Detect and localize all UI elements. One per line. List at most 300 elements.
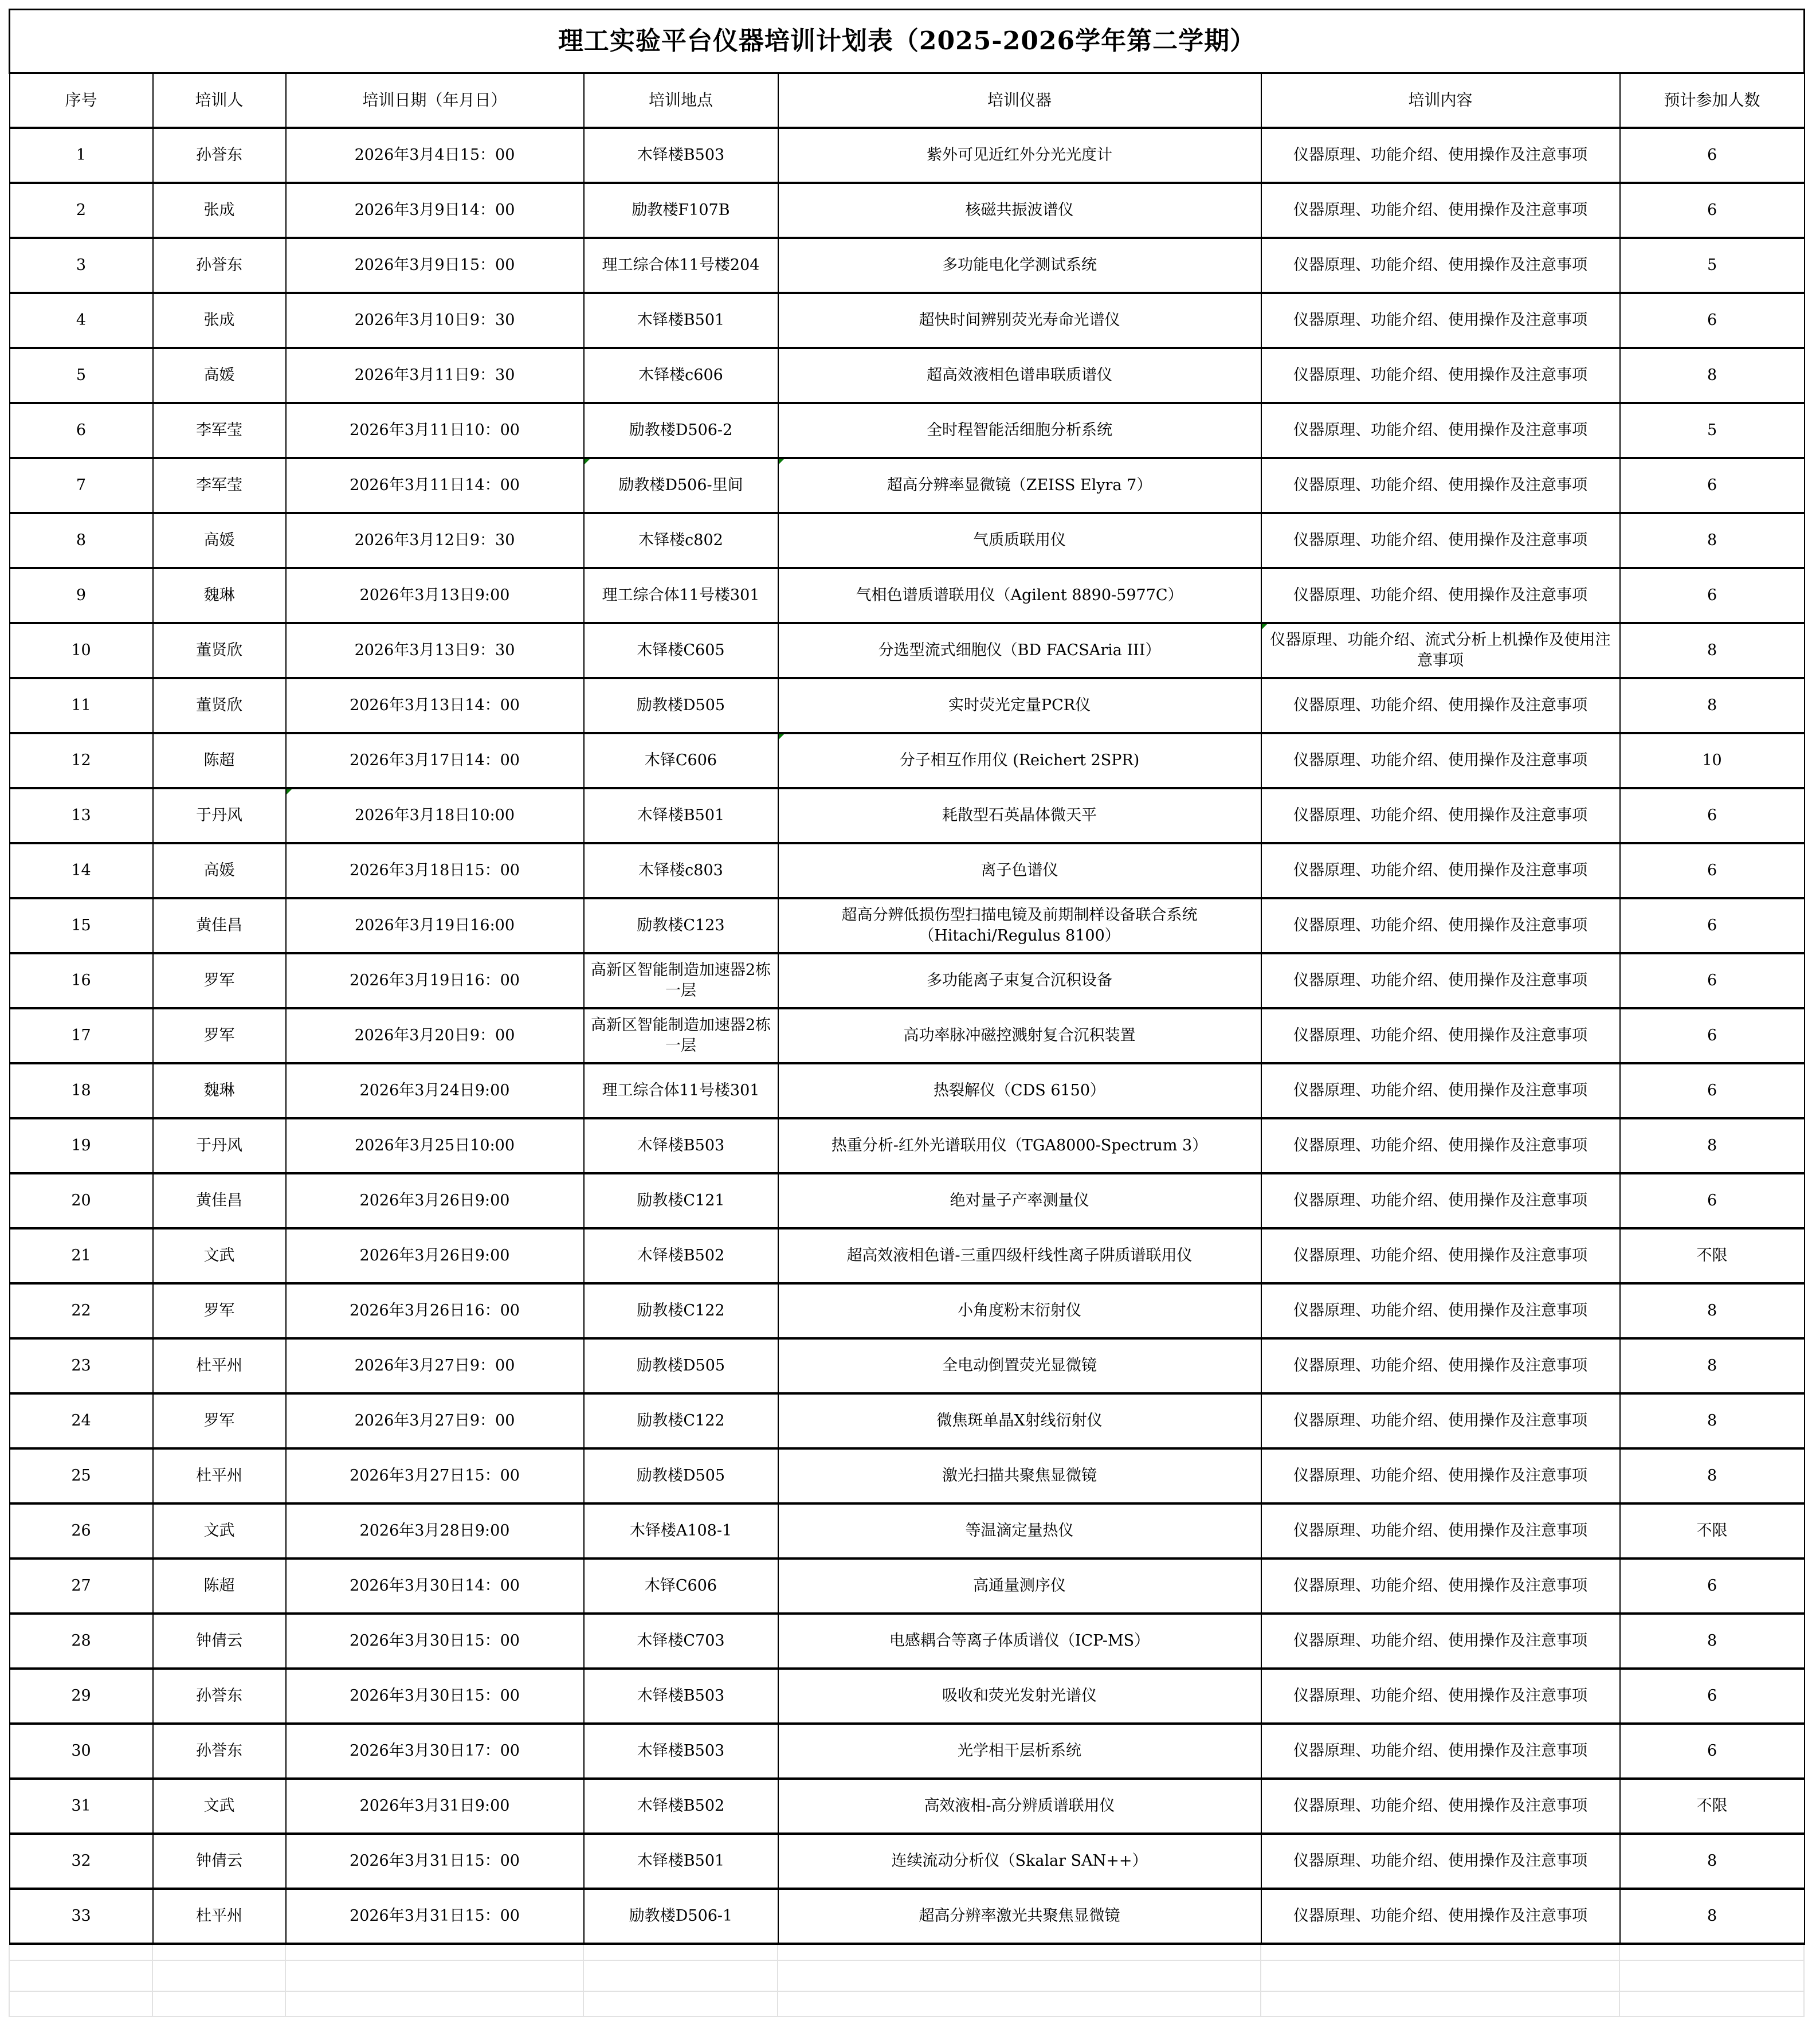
empty-cell[interactable] bbox=[1261, 1960, 1619, 1991]
cell-trainer[interactable]: 黄佳昌 bbox=[153, 898, 286, 953]
cell-date[interactable]: 2026年3月20日9：00 bbox=[286, 1008, 584, 1063]
cell-trainer[interactable]: 文武 bbox=[153, 1228, 286, 1283]
cell-count[interactable]: 8 bbox=[1620, 348, 1805, 403]
cell-instrument[interactable]: 超快时间辨别荧光寿命光谱仪 bbox=[778, 293, 1261, 348]
cell-location[interactable]: 高新区智能制造加速器2栋一层 bbox=[584, 953, 778, 1008]
cell-trainer[interactable]: 罗军 bbox=[153, 1008, 286, 1063]
cell-location[interactable]: 木铎楼C605 bbox=[584, 623, 778, 678]
cell-instrument[interactable]: 绝对量子产率测量仪 bbox=[778, 1173, 1261, 1228]
cell-date[interactable]: 2026年3月13日9：30 bbox=[286, 623, 584, 678]
cell-no[interactable]: 16 bbox=[10, 953, 153, 1008]
cell-count[interactable]: 8 bbox=[1620, 1448, 1805, 1503]
cell-trainer[interactable]: 董贤欣 bbox=[153, 678, 286, 733]
cell-content[interactable]: 仪器原理、功能介绍、使用操作及注意事项 bbox=[1261, 1228, 1620, 1283]
cell-trainer[interactable]: 魏琳 bbox=[153, 568, 286, 623]
cell-date[interactable]: 2026年3月27日9：00 bbox=[286, 1393, 584, 1448]
cell-instrument[interactable]: 紫外可见近红外分光光度计 bbox=[778, 128, 1261, 183]
empty-cell[interactable] bbox=[9, 1945, 152, 1960]
cell-date[interactable]: 2026年3月9日15：00 bbox=[286, 238, 584, 293]
cell-no[interactable]: 2 bbox=[10, 183, 153, 238]
cell-no[interactable]: 13 bbox=[10, 788, 153, 843]
cell-trainer[interactable]: 魏琳 bbox=[153, 1063, 286, 1118]
cell-no[interactable]: 29 bbox=[10, 1669, 153, 1724]
cell-content[interactable]: 仪器原理、功能介绍、使用操作及注意事项 bbox=[1261, 953, 1620, 1008]
table-row bbox=[10, 843, 1805, 898]
comment-indicator-icon[interactable] bbox=[779, 734, 784, 739]
table-row bbox=[10, 1669, 1805, 1724]
cell-instrument[interactable]: 小角度粉末衍射仪 bbox=[778, 1283, 1261, 1338]
cell-date[interactable]: 2026年3月30日14：00 bbox=[286, 1559, 584, 1614]
cell-count[interactable]: 6 bbox=[1620, 1559, 1805, 1614]
cell-no[interactable]: 6 bbox=[10, 403, 153, 458]
spreadsheet bbox=[9, 9, 1803, 2017]
cell-instrument[interactable]: 耗散型石英晶体微天平 bbox=[778, 788, 1261, 843]
cell-location[interactable]: 木铎楼B501 bbox=[584, 293, 778, 348]
cell-instrument[interactable]: 超高效液相色谱-三重四级杆线性离子阱质谱联用仪 bbox=[778, 1228, 1261, 1283]
cell-count[interactable]: 10 bbox=[1620, 733, 1805, 788]
cell-date[interactable]: 2026年3月30日15：00 bbox=[286, 1614, 584, 1669]
cell-count[interactable]: 6 bbox=[1620, 1669, 1805, 1724]
table-row bbox=[10, 1889, 1805, 1944]
table-row bbox=[10, 733, 1805, 788]
cell-count[interactable]: 不限 bbox=[1620, 1503, 1805, 1559]
cell-trainer[interactable]: 黄佳昌 bbox=[153, 1173, 286, 1228]
cell-count[interactable]: 8 bbox=[1620, 1338, 1805, 1393]
cell-count[interactable]: 6 bbox=[1620, 293, 1805, 348]
table-row bbox=[10, 403, 1805, 458]
table-row bbox=[10, 1173, 1805, 1228]
cell-trainer[interactable]: 张成 bbox=[153, 183, 286, 238]
table-row bbox=[10, 1779, 1805, 1834]
cell-count[interactable]: 8 bbox=[1620, 1834, 1805, 1889]
cell-no[interactable]: 11 bbox=[10, 678, 153, 733]
cell-location[interactable]: 励教楼C122 bbox=[584, 1393, 778, 1448]
cell-instrument[interactable]: 分子相互作用仪 (Reichert 2SPR) bbox=[778, 733, 1261, 788]
cell-date[interactable]: 2026年3月31日15：00 bbox=[286, 1834, 584, 1889]
cell-no[interactable]: 1 bbox=[10, 128, 153, 183]
cell-no[interactable]: 8 bbox=[10, 513, 153, 568]
cell-count[interactable]: 8 bbox=[1620, 1889, 1805, 1944]
cell-trainer[interactable]: 文武 bbox=[153, 1779, 286, 1834]
cell-location[interactable]: 励教楼C121 bbox=[584, 1173, 778, 1228]
cell-content[interactable]: 仪器原理、功能介绍、使用操作及注意事项 bbox=[1261, 128, 1620, 183]
table-row bbox=[10, 1118, 1805, 1173]
cell-content[interactable]: 仪器原理、功能介绍、使用操作及注意事项 bbox=[1261, 1559, 1620, 1614]
cell-instrument[interactable]: 吸收和荧光发射光谱仪 bbox=[778, 1669, 1261, 1724]
cell-count[interactable]: 8 bbox=[1620, 1393, 1805, 1448]
cell-trainer[interactable]: 罗军 bbox=[153, 1393, 286, 1448]
table-row bbox=[10, 238, 1805, 293]
cell-trainer[interactable]: 于丹风 bbox=[153, 1118, 286, 1173]
cell-trainer[interactable]: 高媛 bbox=[153, 348, 286, 403]
empty-cell[interactable] bbox=[583, 1945, 778, 1960]
table-row bbox=[10, 1228, 1805, 1283]
comment-indicator-icon[interactable] bbox=[585, 459, 590, 464]
cell-count[interactable]: 8 bbox=[1620, 678, 1805, 733]
cell-content[interactable]: 仪器原理、功能介绍、使用操作及注意事项 bbox=[1261, 733, 1620, 788]
empty-cell[interactable] bbox=[583, 1991, 778, 2016]
cell-location[interactable]: 木铎楼c606 bbox=[584, 348, 778, 403]
cell-no[interactable]: 10 bbox=[10, 623, 153, 678]
cell-instrument[interactable]: 超高分辨率显微镜（ZEISS Elyra 7） bbox=[778, 458, 1261, 513]
cell-no[interactable]: 27 bbox=[10, 1559, 153, 1614]
empty-cell[interactable] bbox=[1619, 1991, 1804, 2016]
cell-date[interactable]: 2026年3月31日9:00 bbox=[286, 1779, 584, 1834]
table-row bbox=[10, 458, 1805, 513]
empty-cell[interactable] bbox=[1619, 1945, 1804, 1960]
cell-instrument[interactable]: 连续流动分析仪（Skalar SAN++） bbox=[778, 1834, 1261, 1889]
cell-instrument[interactable]: 核磁共振波谱仪 bbox=[778, 183, 1261, 238]
table-row bbox=[10, 1503, 1805, 1559]
cell-instrument[interactable]: 微焦斑单晶X射线衍射仪 bbox=[778, 1393, 1261, 1448]
cell-no[interactable]: 17 bbox=[10, 1008, 153, 1063]
cell-count[interactable]: 6 bbox=[1620, 568, 1805, 623]
cell-instrument[interactable]: 高效液相-高分辨质谱联用仪 bbox=[778, 1779, 1261, 1834]
cell-content[interactable]: 仪器原理、功能介绍、使用操作及注意事项 bbox=[1261, 898, 1620, 953]
cell-trainer[interactable]: 高媛 bbox=[153, 843, 286, 898]
cell-content[interactable]: 仪器原理、功能介绍、使用操作及注意事项 bbox=[1261, 788, 1620, 843]
cell-count[interactable]: 6 bbox=[1620, 183, 1805, 238]
cell-trainer[interactable]: 高媛 bbox=[153, 513, 286, 568]
cell-instrument[interactable]: 离子色谱仪 bbox=[778, 843, 1261, 898]
cell-content[interactable]: 仪器原理、功能介绍、使用操作及注意事项 bbox=[1261, 1614, 1620, 1669]
cell-count[interactable]: 6 bbox=[1620, 1724, 1805, 1779]
cell-no[interactable]: 23 bbox=[10, 1338, 153, 1393]
cell-trainer[interactable]: 钟倩云 bbox=[153, 1834, 286, 1889]
cell-location[interactable]: 励教楼D506-里间 bbox=[584, 458, 778, 513]
cell-location[interactable]: 木铎楼c803 bbox=[584, 843, 778, 898]
empty-cell[interactable] bbox=[152, 1991, 285, 2016]
empty-cell[interactable] bbox=[778, 1991, 1261, 2016]
cell-count[interactable]: 8 bbox=[1620, 1118, 1805, 1173]
header-trainer[interactable]: 培训人 bbox=[153, 73, 286, 128]
cell-date[interactable]: 2026年3月4日15：00 bbox=[286, 128, 584, 183]
cell-location[interactable]: 木铎楼B503 bbox=[584, 1118, 778, 1173]
cell-count[interactable]: 6 bbox=[1620, 1008, 1805, 1063]
cell-no[interactable]: 3 bbox=[10, 238, 153, 293]
cell-trainer[interactable]: 文武 bbox=[153, 1503, 286, 1559]
cell-no[interactable]: 25 bbox=[10, 1448, 153, 1503]
cell-no[interactable]: 4 bbox=[10, 293, 153, 348]
header-content[interactable]: 培训内容 bbox=[1261, 73, 1620, 128]
cell-date[interactable]: 2026年3月25日10:00 bbox=[286, 1118, 584, 1173]
cell-count[interactable]: 6 bbox=[1620, 898, 1805, 953]
cell-content[interactable]: 仪器原理、功能介绍、使用操作及注意事项 bbox=[1261, 1834, 1620, 1889]
empty-cell[interactable] bbox=[9, 1960, 152, 1991]
cell-content[interactable]: 仪器原理、功能介绍、使用操作及注意事项 bbox=[1261, 1503, 1620, 1559]
cell-count[interactable]: 8 bbox=[1620, 1283, 1805, 1338]
cell-trainer[interactable]: 杜平州 bbox=[153, 1338, 286, 1393]
cell-content[interactable]: 仪器原理、功能介绍、使用操作及注意事项 bbox=[1261, 843, 1620, 898]
cell-date[interactable]: 2026年3月26日16：00 bbox=[286, 1283, 584, 1338]
cell-date[interactable]: 2026年3月26日9:00 bbox=[286, 1173, 584, 1228]
cell-date[interactable]: 2026年3月18日15：00 bbox=[286, 843, 584, 898]
cell-content[interactable]: 仪器原理、功能介绍、使用操作及注意事项 bbox=[1261, 1669, 1620, 1724]
cell-location[interactable]: 励教楼C123 bbox=[584, 898, 778, 953]
cell-content[interactable]: 仪器原理、功能介绍、使用操作及注意事项 bbox=[1261, 1118, 1620, 1173]
cell-location[interactable]: 木铎C606 bbox=[584, 1559, 778, 1614]
cell-count[interactable]: 8 bbox=[1620, 623, 1805, 678]
cell-instrument[interactable]: 热重分析-红外光谱联用仪（TGA8000-Spectrum 3） bbox=[778, 1118, 1261, 1173]
cell-content[interactable]: 仪器原理、功能介绍、使用操作及注意事项 bbox=[1261, 1283, 1620, 1338]
cell-count[interactable]: 6 bbox=[1620, 1063, 1805, 1118]
cell-location[interactable]: 励教楼D505 bbox=[584, 678, 778, 733]
cell-content[interactable]: 仪器原理、功能介绍、使用操作及注意事项 bbox=[1261, 1173, 1620, 1228]
cell-trainer[interactable]: 杜平州 bbox=[153, 1448, 286, 1503]
cell-location[interactable]: 木铎楼B501 bbox=[584, 788, 778, 843]
cell-instrument[interactable]: 多功能离子束复合沉积设备 bbox=[778, 953, 1261, 1008]
cell-instrument[interactable]: 等温滴定量热仪 bbox=[778, 1503, 1261, 1559]
cell-trainer[interactable]: 孙誉东 bbox=[153, 128, 286, 183]
cell-instrument[interactable]: 高功率脉冲磁控溅射复合沉积装置 bbox=[778, 1008, 1261, 1063]
cell-trainer[interactable]: 陈超 bbox=[153, 733, 286, 788]
cell-count[interactable]: 6 bbox=[1620, 953, 1805, 1008]
cell-content[interactable]: 仪器原理、功能介绍、使用操作及注意事项 bbox=[1261, 1448, 1620, 1503]
table-row bbox=[10, 678, 1805, 733]
header-location[interactable]: 培训地点 bbox=[584, 73, 778, 128]
cell-location[interactable]: 木铎楼B503 bbox=[584, 1724, 778, 1779]
cell-date[interactable]: 2026年3月13日9:00 bbox=[286, 568, 584, 623]
cell-no[interactable]: 14 bbox=[10, 843, 153, 898]
comment-indicator-icon[interactable] bbox=[779, 459, 784, 464]
training-schedule-table bbox=[9, 9, 1805, 1945]
comment-indicator-icon[interactable] bbox=[287, 789, 292, 794]
cell-location[interactable]: 木铎C606 bbox=[584, 733, 778, 788]
cell-location[interactable]: 高新区智能制造加速器2栋一层 bbox=[584, 1008, 778, 1063]
cell-instrument[interactable]: 高通量测序仪 bbox=[778, 1559, 1261, 1614]
cell-count[interactable]: 8 bbox=[1620, 1614, 1805, 1669]
cell-location[interactable]: 励教楼C122 bbox=[584, 1283, 778, 1338]
cell-instrument[interactable]: 气相色谱质谱联用仪（Agilent 8890-5977C） bbox=[778, 568, 1261, 623]
cell-location[interactable]: 木铎楼B502 bbox=[584, 1228, 778, 1283]
cell-no[interactable]: 24 bbox=[10, 1393, 153, 1448]
cell-date[interactable]: 2026年3月11日14：00 bbox=[286, 458, 584, 513]
cell-trainer[interactable]: 李军莹 bbox=[153, 403, 286, 458]
cell-date[interactable]: 2026年3月27日9：00 bbox=[286, 1338, 584, 1393]
cell-count[interactable]: 6 bbox=[1620, 843, 1805, 898]
table-row bbox=[10, 1008, 1805, 1063]
cell-date[interactable]: 2026年3月19日16：00 bbox=[286, 953, 584, 1008]
cell-date[interactable]: 2026年3月19日16:00 bbox=[286, 898, 584, 953]
table-row bbox=[10, 898, 1805, 953]
cell-trainer[interactable]: 董贤欣 bbox=[153, 623, 286, 678]
empty-cell[interactable] bbox=[778, 1960, 1261, 1991]
cell-location[interactable]: 励教楼D505 bbox=[584, 1338, 778, 1393]
cell-date[interactable]: 2026年3月12日9：30 bbox=[286, 513, 584, 568]
header-instrument[interactable]: 培训仪器 bbox=[778, 73, 1261, 128]
empty-cell[interactable] bbox=[152, 1960, 285, 1991]
cell-location[interactable]: 励教楼D506-1 bbox=[584, 1889, 778, 1944]
table-row bbox=[10, 1393, 1805, 1448]
cell-no[interactable]: 21 bbox=[10, 1228, 153, 1283]
cell-content[interactable]: 仪器原理、功能介绍、使用操作及注意事项 bbox=[1261, 678, 1620, 733]
table-row bbox=[10, 128, 1805, 183]
cell-content[interactable]: 仪器原理、功能介绍、使用操作及注意事项 bbox=[1261, 238, 1620, 293]
cell-instrument[interactable]: 激光扫描共聚焦显微镜 bbox=[778, 1448, 1261, 1503]
cell-date[interactable]: 2026年3月26日9:00 bbox=[286, 1228, 584, 1283]
empty-cell[interactable] bbox=[778, 1945, 1261, 1960]
cell-content[interactable]: 仪器原理、功能介绍、使用操作及注意事项 bbox=[1261, 1393, 1620, 1448]
cell-no[interactable]: 20 bbox=[10, 1173, 153, 1228]
cell-location[interactable]: 理工综合体11号楼301 bbox=[584, 568, 778, 623]
cell-date[interactable]: 2026年3月17日14：00 bbox=[286, 733, 584, 788]
cell-date[interactable]: 2026年3月31日15：00 bbox=[286, 1889, 584, 1944]
cell-trainer[interactable]: 李军莹 bbox=[153, 458, 286, 513]
cell-instrument[interactable]: 全时程智能活细胞分析系统 bbox=[778, 403, 1261, 458]
cell-no[interactable]: 30 bbox=[10, 1724, 153, 1779]
cell-trainer[interactable]: 于丹风 bbox=[153, 788, 286, 843]
cell-date[interactable]: 2026年3月11日10：00 bbox=[286, 403, 584, 458]
empty-cell[interactable] bbox=[583, 1960, 778, 1991]
cell-content[interactable]: 仪器原理、功能介绍、使用操作及注意事项 bbox=[1261, 1063, 1620, 1118]
table-row bbox=[10, 1448, 1805, 1503]
cell-instrument[interactable]: 超高分辨率激光共聚焦显微镜 bbox=[778, 1889, 1261, 1944]
table-row bbox=[10, 623, 1805, 678]
cell-location[interactable]: 励教楼D505 bbox=[584, 1448, 778, 1503]
cell-content[interactable]: 仪器原理、功能介绍、使用操作及注意事项 bbox=[1261, 1008, 1620, 1063]
table-row bbox=[10, 788, 1805, 843]
header-no[interactable]: 序号 bbox=[10, 73, 153, 128]
header-row bbox=[10, 73, 1805, 128]
sheet-title[interactable]: 理工实验平台仪器培训计划表（2025-2026学年第二学期） bbox=[10, 10, 1805, 73]
cell-no[interactable]: 33 bbox=[10, 1889, 153, 1944]
empty-cell[interactable] bbox=[9, 1991, 152, 2016]
cell-date[interactable]: 2026年3月10日9：30 bbox=[286, 293, 584, 348]
comment-indicator-icon[interactable] bbox=[1262, 624, 1267, 629]
empty-cell[interactable] bbox=[285, 1991, 583, 2016]
cell-instrument[interactable]: 实时荧光定量PCR仪 bbox=[778, 678, 1261, 733]
cell-location[interactable]: 理工综合体11号楼301 bbox=[584, 1063, 778, 1118]
cell-date[interactable]: 2026年3月30日17：00 bbox=[286, 1724, 584, 1779]
cell-location[interactable]: 理工综合体11号楼204 bbox=[584, 238, 778, 293]
cell-no[interactable]: 12 bbox=[10, 733, 153, 788]
cell-count[interactable]: 8 bbox=[1620, 513, 1805, 568]
cell-content[interactable]: 仪器原理、功能介绍、使用操作及注意事项 bbox=[1261, 1724, 1620, 1779]
table-row bbox=[10, 513, 1805, 568]
cell-trainer[interactable]: 罗军 bbox=[153, 953, 286, 1008]
cell-instrument[interactable]: 光学相干层析系统 bbox=[778, 1724, 1261, 1779]
cell-content[interactable]: 仪器原理、功能介绍、使用操作及注意事项 bbox=[1261, 293, 1620, 348]
table-row bbox=[10, 183, 1805, 238]
cell-date[interactable]: 2026年3月27日15：00 bbox=[286, 1448, 584, 1503]
cell-date[interactable]: 2026年3月30日15：00 bbox=[286, 1669, 584, 1724]
cell-instrument[interactable]: 超高效液相色谱串联质谱仪 bbox=[778, 348, 1261, 403]
header-date[interactable]: 培训日期（年月日） bbox=[286, 73, 584, 128]
cell-no[interactable]: 5 bbox=[10, 348, 153, 403]
empty-cell[interactable] bbox=[285, 1945, 583, 1960]
cell-count[interactable]: 6 bbox=[1620, 458, 1805, 513]
cell-instrument[interactable]: 全电动倒置荧光显微镜 bbox=[778, 1338, 1261, 1393]
cell-content[interactable]: 仪器原理、功能介绍、使用操作及注意事项 bbox=[1261, 458, 1620, 513]
table-row bbox=[10, 348, 1805, 403]
cell-date[interactable]: 2026年3月11日9：30 bbox=[286, 348, 584, 403]
cell-content[interactable]: 仪器原理、功能介绍、使用操作及注意事项 bbox=[1261, 1779, 1620, 1834]
cell-no[interactable]: 31 bbox=[10, 1779, 153, 1834]
cell-trainer[interactable]: 钟倩云 bbox=[153, 1614, 286, 1669]
cell-instrument[interactable]: 热裂解仪（CDS 6150） bbox=[778, 1063, 1261, 1118]
cell-content[interactable]: 仪器原理、功能介绍、流式分析上机操作及使用注意事项 bbox=[1261, 623, 1620, 678]
cell-instrument[interactable]: 气质质联用仪 bbox=[778, 513, 1261, 568]
cell-location[interactable]: 木铎楼B501 bbox=[584, 1834, 778, 1889]
cell-content[interactable]: 仪器原理、功能介绍、使用操作及注意事项 bbox=[1261, 1338, 1620, 1393]
cell-content[interactable]: 仪器原理、功能介绍、使用操作及注意事项 bbox=[1261, 183, 1620, 238]
table-row bbox=[10, 1559, 1805, 1614]
cell-instrument[interactable]: 分选型流式细胞仪（BD FACSAria III） bbox=[778, 623, 1261, 678]
cell-trainer[interactable]: 陈超 bbox=[153, 1559, 286, 1614]
empty-cell[interactable] bbox=[1619, 1960, 1804, 1991]
cell-trainer[interactable]: 张成 bbox=[153, 293, 286, 348]
cell-location[interactable]: 木铎楼B502 bbox=[584, 1779, 778, 1834]
cell-trainer[interactable]: 孙誉东 bbox=[153, 1724, 286, 1779]
table-row bbox=[10, 1614, 1805, 1669]
cell-content[interactable]: 仪器原理、功能介绍、使用操作及注意事项 bbox=[1261, 348, 1620, 403]
cell-count[interactable]: 6 bbox=[1620, 1173, 1805, 1228]
cell-count[interactable]: 6 bbox=[1620, 128, 1805, 183]
cell-count[interactable]: 5 bbox=[1620, 238, 1805, 293]
cell-instrument[interactable]: 电感耦合等离子体质谱仪（ICP-MS） bbox=[778, 1614, 1261, 1669]
header-count[interactable]: 预计参加人数 bbox=[1620, 73, 1805, 128]
empty-cell[interactable] bbox=[285, 1960, 583, 1991]
cell-date[interactable]: 2026年3月9日14：00 bbox=[286, 183, 584, 238]
cell-trainer[interactable]: 孙誉东 bbox=[153, 1669, 286, 1724]
cell-trainer[interactable]: 杜平州 bbox=[153, 1889, 286, 1944]
cell-date[interactable]: 2026年3月18日10:00 bbox=[286, 788, 584, 843]
cell-location[interactable]: 励教楼F107B bbox=[584, 183, 778, 238]
cell-content[interactable]: 仪器原理、功能介绍、使用操作及注意事项 bbox=[1261, 513, 1620, 568]
table-row bbox=[10, 293, 1805, 348]
cell-location[interactable]: 木铎楼B503 bbox=[584, 1669, 778, 1724]
table-row bbox=[10, 568, 1805, 623]
cell-location[interactable]: 木铎楼B503 bbox=[584, 128, 778, 183]
cell-no[interactable]: 26 bbox=[10, 1503, 153, 1559]
cell-date[interactable]: 2026年3月13日14：00 bbox=[286, 678, 584, 733]
cell-trainer[interactable]: 孙誉东 bbox=[153, 238, 286, 293]
empty-cell[interactable] bbox=[152, 1945, 285, 1960]
cell-date[interactable]: 2026年3月28日9:00 bbox=[286, 1503, 584, 1559]
cell-location[interactable]: 木铎楼A108-1 bbox=[584, 1503, 778, 1559]
cell-count[interactable]: 不限 bbox=[1620, 1228, 1805, 1283]
cell-no[interactable]: 28 bbox=[10, 1614, 153, 1669]
cell-no[interactable]: 22 bbox=[10, 1283, 153, 1338]
cell-no[interactable]: 9 bbox=[10, 568, 153, 623]
table-row bbox=[10, 1724, 1805, 1779]
empty-cell[interactable] bbox=[1261, 1945, 1619, 1960]
empty-rows bbox=[9, 1945, 1805, 2017]
cell-count[interactable]: 不限 bbox=[1620, 1779, 1805, 1834]
table-row bbox=[10, 953, 1805, 1008]
cell-content[interactable]: 仪器原理、功能介绍、使用操作及注意事项 bbox=[1261, 568, 1620, 623]
cell-instrument[interactable]: 超高分辨低损伤型扫描电镜及前期制样设备联合系统（Hitachi/Regulus 8100） bbox=[778, 898, 1261, 953]
cell-no[interactable]: 19 bbox=[10, 1118, 153, 1173]
cell-instrument[interactable]: 多功能电化学测试系统 bbox=[778, 238, 1261, 293]
table-row bbox=[10, 1063, 1805, 1118]
cell-count[interactable]: 6 bbox=[1620, 788, 1805, 843]
cell-location[interactable]: 励教楼D506-2 bbox=[584, 403, 778, 458]
cell-location[interactable]: 木铎楼C703 bbox=[584, 1614, 778, 1669]
cell-no[interactable]: 7 bbox=[10, 458, 153, 513]
cell-trainer[interactable]: 罗军 bbox=[153, 1283, 286, 1338]
cell-count[interactable]: 5 bbox=[1620, 403, 1805, 458]
cell-date[interactable]: 2026年3月24日9:00 bbox=[286, 1063, 584, 1118]
cell-no[interactable]: 15 bbox=[10, 898, 153, 953]
table-row bbox=[10, 1834, 1805, 1889]
cell-content[interactable]: 仪器原理、功能介绍、使用操作及注意事项 bbox=[1261, 403, 1620, 458]
cell-no[interactable]: 18 bbox=[10, 1063, 153, 1118]
cell-no[interactable]: 32 bbox=[10, 1834, 153, 1889]
empty-cell[interactable] bbox=[1261, 1991, 1619, 2016]
cell-content[interactable]: 仪器原理、功能介绍、使用操作及注意事项 bbox=[1261, 1889, 1620, 1944]
cell-location[interactable]: 木铎楼c802 bbox=[584, 513, 778, 568]
